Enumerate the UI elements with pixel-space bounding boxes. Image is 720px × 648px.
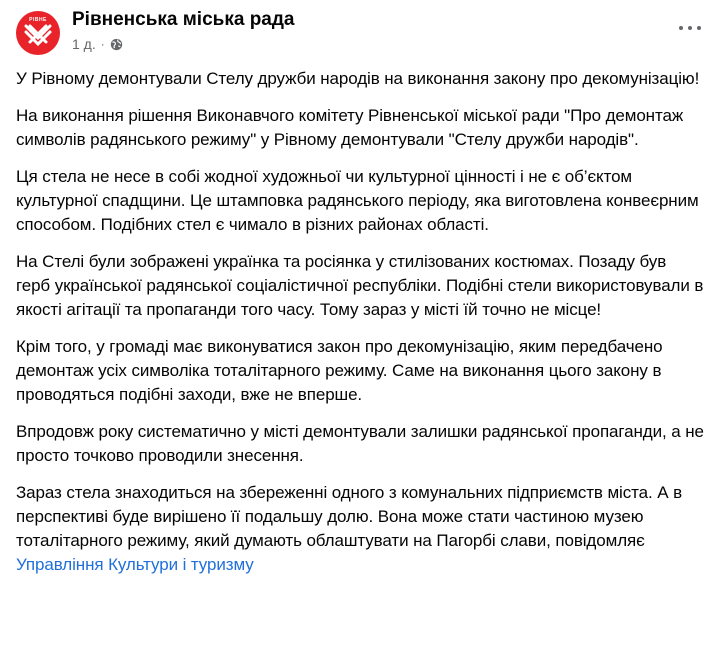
last-paragraph-text: Зараз стела знаходиться на збереженні одного з комунальних підприємств міста. А в перспективі буде вирішено її подальшу долю. Вона може стати частиною музею тоталітарного режиму, який думають облаштувати на Пагорбі слави, повідомляє (16, 483, 683, 550)
more-options-icon[interactable] (672, 18, 708, 38)
culture-department-link[interactable]: Управління Культури і туризму (16, 555, 254, 574)
more-dot (697, 26, 701, 30)
post-paragraph: Ця стела не несе в собі жодної художньої чи культурної цінності і не є об’єктом культурної спадщини. Це штамповка радянського періоду, яка виготовлена конвеєрним способом. Подібних стел є чимало в різних районах області. (16, 167, 699, 234)
post-paragraph: На виконання рішення Виконавчого комітету Рівненської міської ради "Про демонтаж символів радянського режиму" у Рівному демонтували "Стелу дружби народів". (16, 106, 684, 149)
post-meta (72, 11, 295, 52)
globe-icon[interactable] (110, 38, 123, 51)
post-body (16, 67, 704, 577)
post-subline (72, 36, 295, 52)
post-header (16, 0, 704, 58)
post-paragraph: Крім того, у громаді має виконуватися закон про декомунізацію, яким передбачено демонтаж усіх символіка тоталітарного режиму. Саме на виконання цього закону в проводяться подібні заходи, вже не вперше. (16, 337, 663, 404)
post-paragraph: Впродовж року систематично у місті демонтували залишки радянської пропаганди, а не просто точково проводили знесення. (16, 422, 704, 465)
separator-dot: · (100, 37, 105, 51)
page-name[interactable]: Рівненська міська рада (72, 9, 295, 30)
post-paragraph-last (16, 481, 704, 577)
post-paragraph: На Стелі були зображені українка та росіянка у стилізованих костюмах. Позаду був герб української радянської соціалістичної республіки. Подібні стели використовували в якості агітації та пропаганди того часу. Тому зараз у місті їй точно не місце! (16, 252, 704, 319)
avatar-text: РІВНЕ (29, 17, 47, 23)
post-paragraph: У Рівному демонтували Стелу дружби народів на виконання закону про декомунізацію! (16, 69, 700, 88)
page-avatar[interactable] (16, 11, 60, 55)
more-dot (679, 26, 683, 30)
post-time[interactable]: 1 д. (72, 36, 96, 52)
more-dot (688, 26, 692, 30)
